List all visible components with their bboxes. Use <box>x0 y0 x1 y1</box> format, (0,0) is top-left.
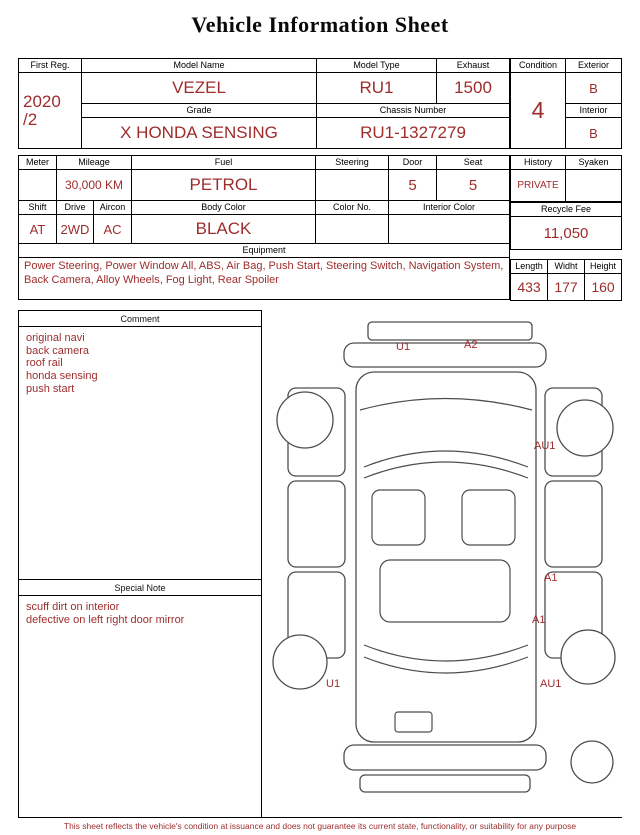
exhaust-value: 1500 <box>437 73 509 103</box>
mileage-value: 30,000 KM <box>57 170 132 200</box>
special-note-text: scuff dirt on interior defective on left right door mirror <box>26 601 185 626</box>
seat-value: 5 <box>468 176 478 194</box>
drive-label: Drive <box>57 201 94 214</box>
wheel-front-right <box>557 400 613 456</box>
color-no-value <box>316 215 389 243</box>
model-name-value: VEZEL <box>82 73 316 103</box>
history-table <box>510 155 622 202</box>
damage-mark: AU1 <box>534 440 556 452</box>
interior-value: B <box>566 118 621 148</box>
aircon-value: AC <box>94 215 132 243</box>
wheel-front-left <box>277 392 333 448</box>
damage-mark: U1 <box>396 341 411 353</box>
wheel-rear-left <box>273 635 327 689</box>
dimensions-table <box>510 259 622 301</box>
color-no-label: Color No. <box>316 201 389 214</box>
drive-value: 2WD <box>57 215 94 243</box>
width-value: 177 <box>548 274 584 300</box>
recycle-fee-label: Recycle Fee <box>511 203 621 216</box>
grade-value: X HONDA SENSING <box>82 118 316 148</box>
aircon-label: Aircon <box>94 201 132 214</box>
condition-table <box>510 58 622 149</box>
length-label: Length <box>511 260 547 273</box>
syaken-value <box>566 170 621 201</box>
meter-label: Meter <box>19 156 57 169</box>
recycle-fee-table <box>510 202 622 250</box>
damage-mark: AU1 <box>540 678 562 690</box>
equipment-text: Power Steering, Power Window All, ABS, Air Bag, Push Start, Steering Switch, Navigation System, Back Camera, Alloy Wheels, Fog Light, Rear Spoiler <box>24 260 504 286</box>
chassis-number-value: RU1-1327279 <box>317 118 509 148</box>
fuel-label: Fuel <box>132 156 316 169</box>
footer-disclaimer: This sheet reflects the vehicle's condition at issuance and does not guarantee its current state, functionality, or suitability for any purpose <box>63 821 577 831</box>
damage-diagram <box>268 315 622 815</box>
recycle-fee-value: 11,050 <box>511 217 621 249</box>
fuel-value: PETROL <box>132 170 316 200</box>
seat-label: Seat <box>463 157 483 167</box>
shift-label: Shift <box>19 201 57 214</box>
interior-color-label: Interior Color <box>422 202 476 212</box>
history-label: History <box>511 156 565 169</box>
first-reg-label: First Reg. <box>19 59 81 72</box>
vehicle-identity-table <box>18 58 510 149</box>
interior-color-value <box>389 215 509 243</box>
special-note-header: Special Note <box>19 579 261 596</box>
body-color-value: BLACK <box>132 215 316 243</box>
spare-wheel <box>571 741 613 783</box>
body-color-label: Body Color <box>132 201 316 214</box>
equipment-label: Equipment <box>242 245 286 255</box>
first-reg-value: 2020 /2 <box>19 73 81 148</box>
damage-mark: A1 <box>544 572 558 584</box>
comment-text: original navi back camera roof rail honda sensing push start <box>26 332 98 395</box>
history-value: PRIVATE <box>511 170 565 201</box>
car-top-view-diagram <box>268 315 622 815</box>
steering-value <box>316 170 389 200</box>
comment-box <box>18 310 262 818</box>
condition-label: Condition <box>511 59 565 72</box>
exhaust-label: Exhaust <box>437 59 509 72</box>
damage-mark: U1 <box>326 678 341 690</box>
exterior-value: B <box>566 73 621 103</box>
width-label: Widht <box>548 260 584 273</box>
damage-mark: A2 <box>464 339 478 351</box>
exterior-label: Exterior <box>566 59 621 72</box>
wheel-rear-right <box>561 630 615 684</box>
condition-value: 4 <box>511 73 565 148</box>
height-label: Height <box>585 260 621 273</box>
chassis-number-label: Chassis Number <box>317 104 509 117</box>
model-type-label: Model Type <box>317 59 436 72</box>
model-type-value: RU1 <box>317 73 436 103</box>
grade-label: Grade <box>82 104 316 117</box>
model-name-label: Model Name <box>82 59 316 72</box>
length-value: 433 <box>511 274 547 300</box>
height-value: 160 <box>585 274 621 300</box>
footer-divider <box>18 817 622 818</box>
shift-value: AT <box>19 215 57 243</box>
damage-mark: A1 <box>532 614 546 626</box>
interior-label: Interior <box>566 104 621 117</box>
door-label: Door <box>389 156 437 169</box>
page-title: Vehicle Information Sheet <box>191 12 449 37</box>
syaken-label: Syaken <box>566 156 621 169</box>
meter-value <box>19 170 57 200</box>
comment-header: Comment <box>19 311 261 327</box>
mileage-label: Mileage <box>57 156 132 169</box>
steering-label: Steering <box>316 156 389 169</box>
door-value: 5 <box>389 170 437 200</box>
spec-table <box>18 155 510 300</box>
